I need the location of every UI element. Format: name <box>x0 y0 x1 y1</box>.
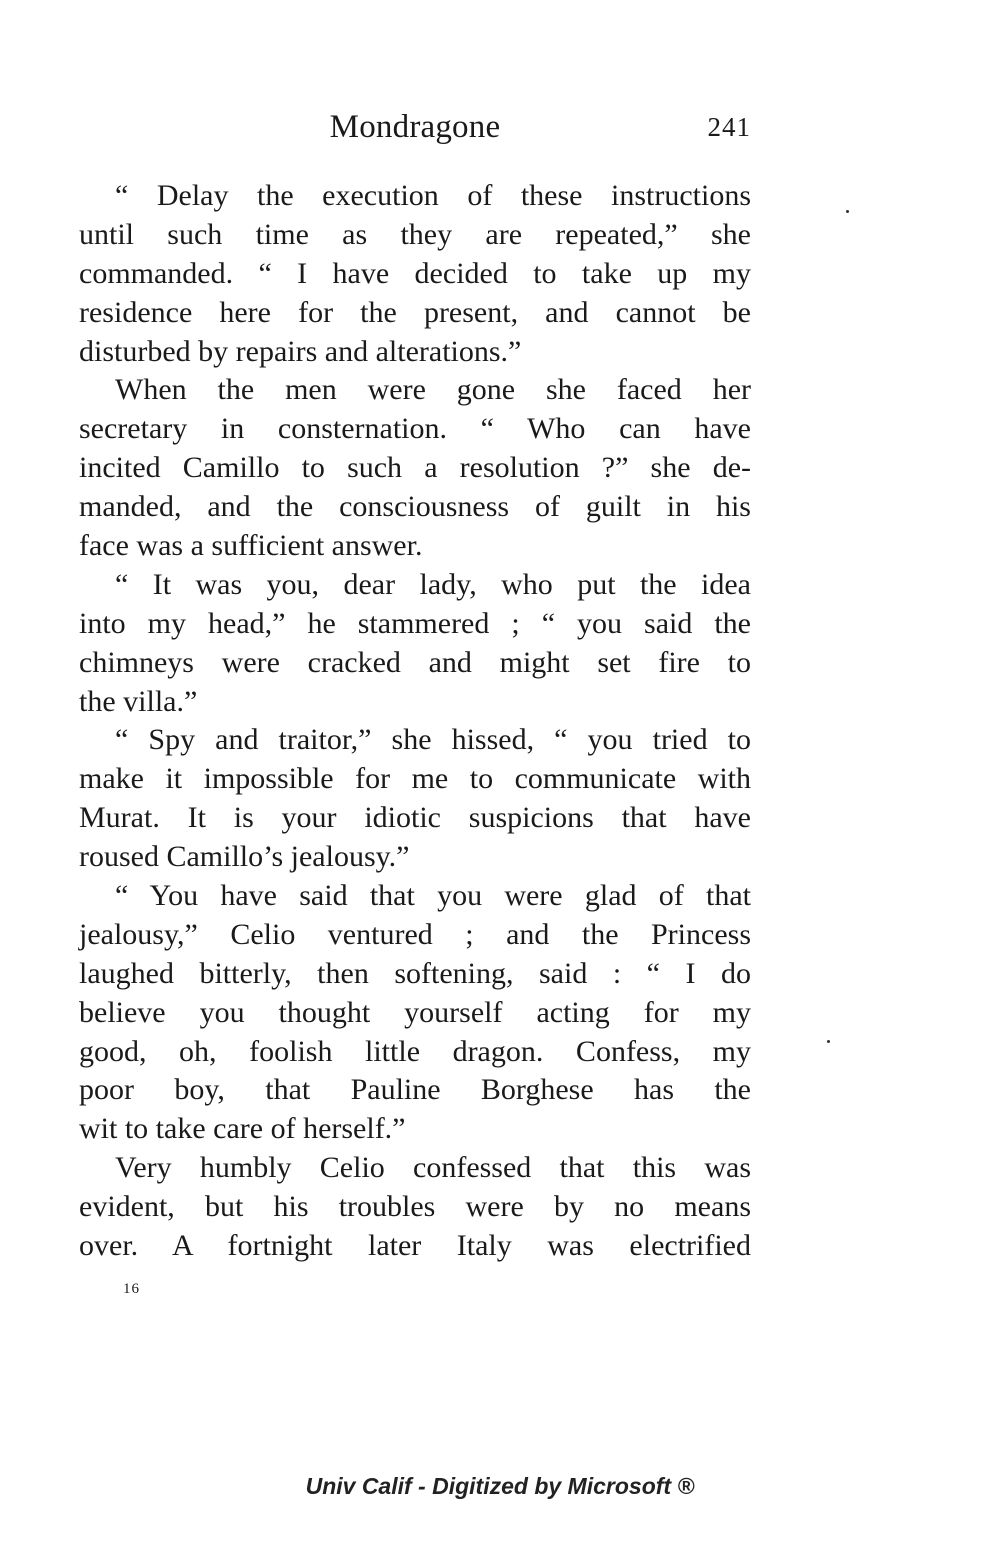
text-line: “ You have said that you were glad of that <box>115 879 751 913</box>
text-line: believe you thought yourself acting for my <box>79 995 751 1029</box>
text-line: make it impossible for me to communicate with <box>79 762 751 796</box>
text-line: face was a sufficient answer. <box>79 529 423 563</box>
text-line: manded, and the consciousness of guilt in his <box>79 490 751 524</box>
text-line: into my head,” he stammered ; “ you said the <box>79 606 751 640</box>
running-title: Mondragone <box>329 109 501 145</box>
text-line: laughed bitterly, then softening, said : “ I do <box>79 956 751 990</box>
text-line: Very humbly Celio confessed that this was <box>115 1151 751 1185</box>
text-line: good, oh, foolish little dragon. Confess, my <box>79 1034 751 1068</box>
text-line: commanded. “ I have decided to take up my <box>79 256 751 290</box>
text-line: poor boy, that Pauline Borghese has the <box>79 1073 751 1107</box>
text-line: over. A fortnight later Italy was electrified <box>79 1229 751 1263</box>
text-line: “ It was you, dear lady, who put the idea <box>115 567 751 601</box>
scan-speck <box>846 210 849 213</box>
text-line: “ Delay the execution of these instructions <box>115 179 751 212</box>
text-line: chimneys were cracked and might set fire to <box>79 645 751 679</box>
text-line: When the men were gone she faced her <box>115 373 751 407</box>
text-line: wit to take care of herself.” <box>79 1112 406 1146</box>
scan-speck <box>827 1040 830 1043</box>
text-line: roused Camillo’s jealousy.” <box>79 840 410 874</box>
text-line: residence here for the present, and cannot be <box>79 295 751 329</box>
text-line: secretary in consternation. “ Who can have <box>79 412 751 446</box>
text-line: “ Spy and traitor,” she hissed, “ you tried to <box>115 723 751 757</box>
text-line: incited Camillo to such a resolution ?” she de- <box>79 451 751 485</box>
text-line: jealousy,” Celio ventured ; and the Princess <box>79 917 751 951</box>
text-line: evident, but his troubles were by no means <box>79 1190 751 1224</box>
body-text <box>79 177 751 1266</box>
text-line: Murat. It is your idiotic suspicions that have <box>79 801 751 835</box>
text-line: the villa.” <box>79 684 198 718</box>
page-number: 241 <box>707 112 751 142</box>
digitization-footer: Univ Calif - Digitized by Microsoft ® <box>305 1473 695 1499</box>
text-line: until such time as they are repeated,” she <box>79 217 751 251</box>
running-head <box>79 105 751 149</box>
text-line: disturbed by repairs and alterations.” <box>79 334 522 368</box>
signature-mark: 16 <box>123 1281 140 1297</box>
